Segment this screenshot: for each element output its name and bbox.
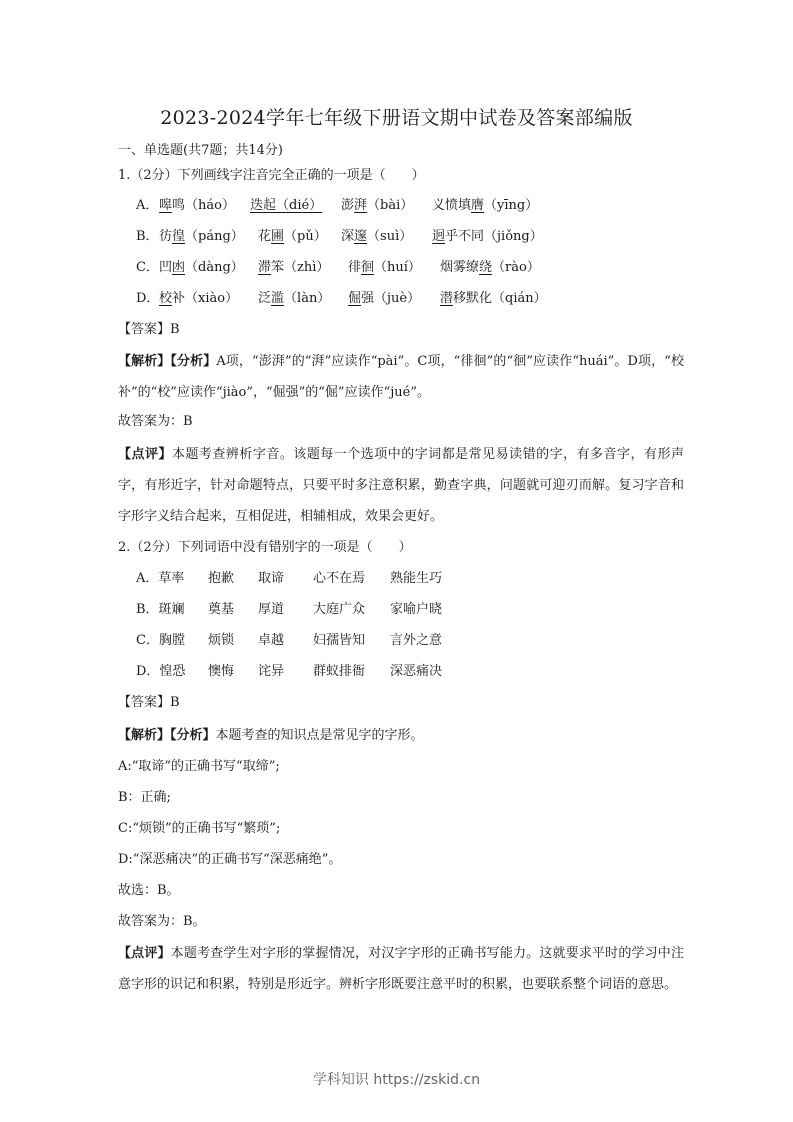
q2-option-b-word-3: 厚道 (258, 602, 285, 617)
q1-option-b-word-1: 彷徨（páng） (159, 229, 244, 244)
q1-option-a-word-4: 义愤填膺（yīng） (432, 198, 539, 213)
q1-option-a-label: A． (136, 198, 159, 213)
q1-option-b-label: B． (136, 229, 159, 244)
q1-conclusion: 故答案为：B (118, 414, 193, 429)
q1-option-d-word-2: 泛滥（làn） (258, 291, 331, 306)
q2-option-a-word-1: A．草率 (136, 571, 185, 586)
q2-analysis-line-a: A:“取谛”的正确书写“取缔”; (118, 759, 280, 774)
q2-option-b-word-1: B．斑斓 (136, 602, 185, 617)
section-heading: 一、单选题(共7题；共14分) (118, 143, 283, 158)
q2-option-d-word-4: 群蚁排衙 (313, 664, 366, 679)
q1-option-b-word-4: 迥乎不同（jiǒng） (432, 229, 543, 244)
question-2-stem: 2.（2分）下列词语中没有错别字的一项是（ ） (118, 540, 412, 555)
q2-option-b-word-2: 奠基 (208, 602, 235, 617)
q2-option-d-word-1: D．惶恐 (136, 664, 186, 679)
q1-option-d-word-4: 潜移默化（qián） (440, 291, 547, 306)
q2-option-c-word-1: C．胸膛 (136, 633, 185, 648)
q2-analysis-line-d: D:“深恶痛决”的正确书写“深恶痛绝”。 (118, 852, 342, 867)
q2-analysis: 【解析】【分析】本题考查的知识点是常见字的字形。 (118, 728, 424, 743)
q1-comment: 【点评】本题考查辨析字音。该题每一个选项中的字词都是常见易读错的字，有多音字，有形声字，有形近字，针对命题特点，只要平时多注意积累，勤查字典，问题就可迎刃而解。复习字音和字形字义结合起来，互相促进，相辅相成，效果会更好。 (118, 447, 684, 524)
q2-analysis-line-b: B：正确; (118, 790, 171, 805)
q2-option-c-word-4: 妇孺皆知 (313, 633, 366, 648)
q1-option-c-word-3: 徘徊（huí） (348, 260, 421, 275)
q2-option-a-word-5: 熟能生巧 (390, 571, 443, 586)
q2-option-d-word-3: 诧异 (258, 664, 285, 679)
q2-answer: 【答案】B (118, 695, 180, 710)
q1-option-b-word-2: 花圃（pǔ） (258, 229, 327, 244)
q2-option-b-word-5: 家喻户晓 (390, 602, 443, 617)
q2-option-c-word-3: 卓越 (258, 633, 285, 648)
q2-option-a-word-3: 取谛 (258, 571, 285, 586)
q2-option-c-word-5: 言外之意 (390, 633, 443, 648)
q2-option-a-word-4: 心不在焉 (313, 571, 366, 586)
q1-option-d-word-1: 校补（xiào） (159, 291, 239, 306)
question-1-stem: 1.（2分）下列画线字注音完全正确的一项是（ ） (118, 168, 425, 183)
q2-option-d-word-2: 懊悔 (208, 664, 235, 679)
q2-choice: 故选：B。 (118, 883, 180, 898)
q2-comment: 【点评】本题考查学生对字形的掌握情况，对汉字字形的正确书写能力。这就要求平时的学习中注意字形的识记和积累，特别是形近字。辨析字形既要注意平时的积累，也要联系整个词语的意思。 (118, 946, 684, 992)
q2-option-d-word-5: 深恶痛决 (390, 664, 443, 679)
q1-option-a-word-3: 澎湃（bài） (341, 198, 414, 213)
page-title: 2023-2024学年七年级下册语文期中试卷及答案部编版 (160, 107, 633, 129)
q1-option-c-word-1: 凹凼（dàng） (159, 260, 244, 275)
q1-option-a-word-2: 迭起（dié） (250, 198, 323, 213)
q1-option-a-word-1: 嗥鸣（háo） (159, 198, 235, 213)
q1-option-c-word-2: 滞笨（zhì） (258, 260, 330, 275)
q1-option-b-word-3: 深邃（suì） (341, 229, 413, 244)
q1-option-c-label: C． (136, 260, 159, 275)
q1-option-d-word-3: 倔强（juè） (348, 291, 421, 306)
q2-option-c-word-2: 烦锁 (208, 633, 235, 648)
q1-option-c-word-4: 烟雾缭绕（rào） (440, 260, 540, 275)
q1-option-d-label: D． (136, 291, 160, 306)
q1-analysis: 【解析】【分析】A项，“澎湃”的“湃”应读作“pài”。C项，“徘徊”的“徊”应读作“huái”。D项，“校补”的“校”应读作“jiào”，“倔强”的“倔”应读作“jué”。 (118, 354, 684, 400)
q2-option-a-word-2: 抱歉 (208, 571, 235, 586)
q2-option-b-word-4: 大庭广众 (313, 602, 366, 617)
footer-watermark: 学科知识 https://zskid.cn (312, 1072, 481, 1088)
q2-conclusion: 故答案为：B。 (118, 914, 206, 929)
q2-analysis-line-c: C:“烦锁”的正确书写“繁琐”; (118, 821, 281, 836)
q1-answer: 【答案】B (118, 322, 180, 337)
